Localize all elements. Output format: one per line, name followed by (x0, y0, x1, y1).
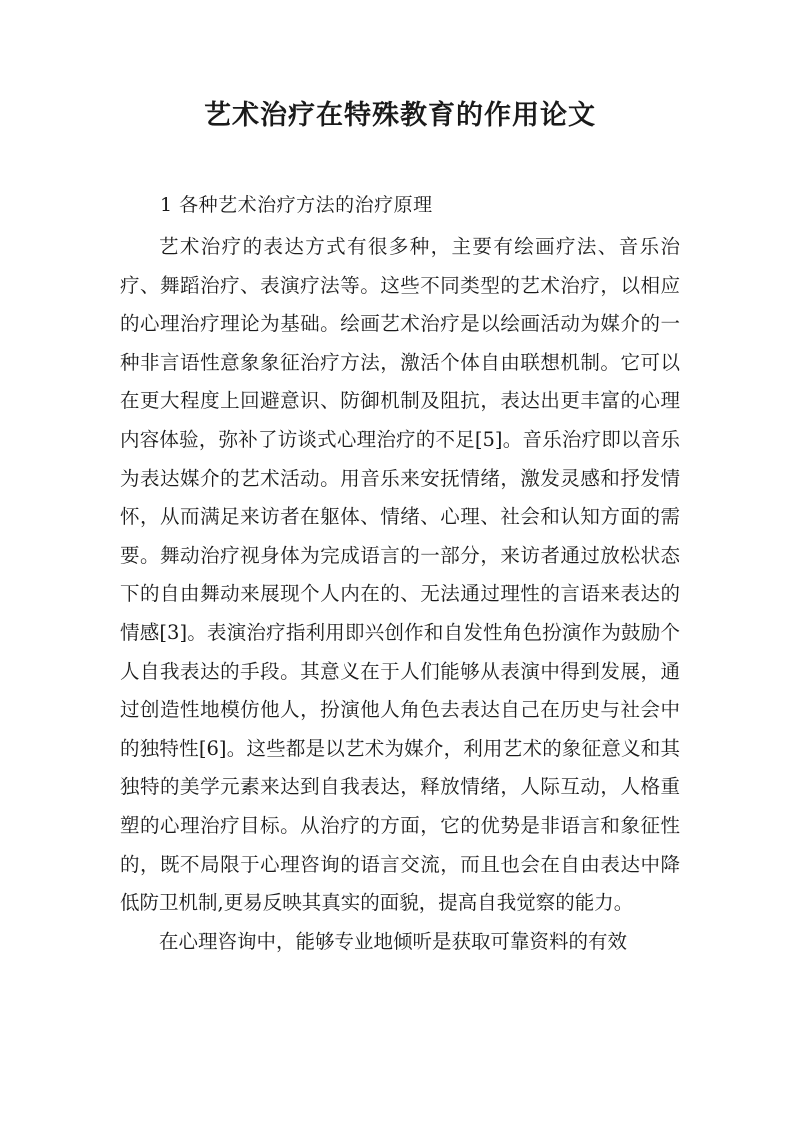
body-paragraph-1: 艺术治疗的表达方式有很多种，主要有绘画疗法、音乐治疗、舞蹈治疗、表演疗法等。这些不同类型的艺术治疗，以相应的心理治疗理论为基础。绘画艺术治疗是以绘画活动为媒介的一种非言语性意象象征治疗方法，激活个体自由联想机制。它可以在更大程度上回避意识、防御机制及阻抗，表达出更丰富的心理内容体验，弥补了访谈式心理治疗的不足[5]。音乐治疗即以音乐为表达媒介的艺术活动。用音乐来安抚情绪，激发灵感和抒发情怀，从而满足来访者在躯体、情绪、心理、社会和认知方面的需要。舞动治疗视身体为完成语言的一部分，来访者通过放松状态下的自由舞动来展现个人内在的、无法通过理性的言语来表达的情感[3]。表演治疗指利用即兴创作和自发性角色扮演作为鼓励个人自我表达的手段。其意义在于人们能够从表演中得到发展，通过创造性地模仿他人，扮演他人角色去表达自己在历史与社会中的独特性[6]。这些都是以艺术为媒介，利用艺术的象征意义和其独特的美学元素来达到自我表达，释放情绪，人际互动，人格重塑的心理治疗目标。从治疗的方面，它的优势是非语言和象征性的，既不局限于心理咨询的语言交流，而且也会在自由表达中降低防卫机制,更易反映其真实的面貌，提高自我觉察的能力。 (120, 235, 680, 915)
section-heading: 1 各种艺术治疗方法的治疗原理 (160, 194, 433, 216)
document-title: 艺术治疗在特殊教育的作用论文 (204, 100, 596, 131)
document-body (120, 228, 680, 961)
body-paragraph-2: 在心理咨询中，能够专业地倾听是获取可靠资料的有效 (159, 929, 628, 953)
